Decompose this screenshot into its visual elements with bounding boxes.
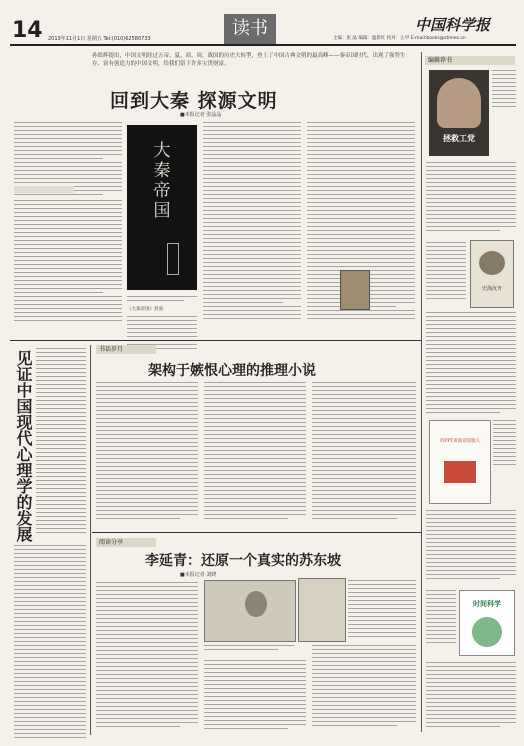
- middle-col2: [204, 382, 306, 522]
- book2-review: [426, 312, 516, 416]
- lead-body-col3: [203, 122, 301, 322]
- paper-name: 中国科学报: [415, 16, 491, 34]
- lead-body-col1b: [14, 200, 122, 324]
- recommend-label: 编辑荐书: [425, 56, 515, 65]
- book2-art: [479, 251, 505, 275]
- lead-intro: 孙皓辉提出，中国文明经过五帝、夏、商、周，战国的历史大转型，登上了中国古典文明的最高峰——秦帝国时代，出现了强势生存、富有创造力的中国文明，给我们留下许多宝贵财富。: [92, 53, 406, 67]
- book4-title: 时间科学: [473, 599, 501, 608]
- photo-caption-lines: [127, 296, 197, 304]
- middle-separator: [92, 532, 421, 533]
- book-cover-image: [127, 125, 197, 290]
- bottom-col2: [204, 660, 306, 732]
- left-vertical-title: 见证中国现代心理学的发展: [14, 350, 33, 542]
- book1-portrait: [437, 78, 481, 128]
- editors-line: 主编：张 晶 编辑：温新红 校对：么甲 E-mail:books@stimes.cn: [333, 36, 466, 41]
- middle-title: 架构于嫉恨心理的推理小说: [148, 363, 316, 379]
- book3-cover: [429, 420, 491, 504]
- book1-info: [492, 70, 516, 110]
- bottom-section-label: 阅读分享: [96, 538, 156, 547]
- book4-cover: [459, 590, 515, 656]
- middle-section-label: 书话岁月: [96, 345, 156, 354]
- book2-info: [426, 242, 466, 302]
- book-cover-title: 大秦帝国: [153, 141, 171, 221]
- bottom-col1: [96, 582, 198, 730]
- book2-cover: [470, 240, 514, 308]
- bottom-col3: [312, 645, 416, 729]
- lead-subhead: [14, 186, 74, 193]
- lead-title: 回到大秦 探源文明: [110, 90, 278, 112]
- book1-title: 拯救工党: [443, 133, 475, 143]
- right-column-divider: [421, 52, 422, 732]
- left-column-divider: [90, 345, 91, 735]
- photo-caption: 《大秦帝国》封面: [127, 307, 163, 312]
- lead-separator: [10, 340, 421, 341]
- bottom-book-cover: [298, 578, 346, 642]
- left-col-text-b: [14, 545, 86, 741]
- page-number: 14: [12, 18, 43, 43]
- bottom-photo-figure: [245, 591, 267, 617]
- bottom-col3-top: [348, 580, 416, 640]
- lead-byline: ■本报记者 张晶晶: [180, 112, 222, 118]
- book3-review: [426, 510, 516, 582]
- book-cover-seal: [167, 243, 179, 275]
- left-col-text-a: [36, 348, 86, 536]
- book3-art: [444, 461, 476, 483]
- masthead-rule: [10, 44, 516, 46]
- inline-book-image: [340, 270, 370, 310]
- bottom-byline: ■本报记者 刘晓: [180, 572, 217, 578]
- section-title: 读书: [224, 14, 276, 44]
- date-line: 2013年11月1日 星期五 Tel:(010)62580733: [48, 36, 151, 42]
- book3-info: [493, 420, 516, 468]
- book1-review: [426, 162, 516, 234]
- book1-cover: [429, 70, 489, 156]
- bottom-title: 李延青：还原一个真实的苏东坡: [145, 553, 341, 569]
- book4-review: [426, 662, 516, 730]
- middle-col1: [96, 382, 198, 522]
- bottom-photo: [204, 580, 296, 642]
- middle-col3: [312, 382, 416, 522]
- book4-info: [426, 590, 456, 646]
- book3-title: 用PPT讲演话说服人: [439, 439, 481, 444]
- book4-art: [472, 617, 502, 647]
- bottom-photo-caption: [204, 645, 294, 653]
- book2-title: 史海沉舟: [481, 286, 502, 292]
